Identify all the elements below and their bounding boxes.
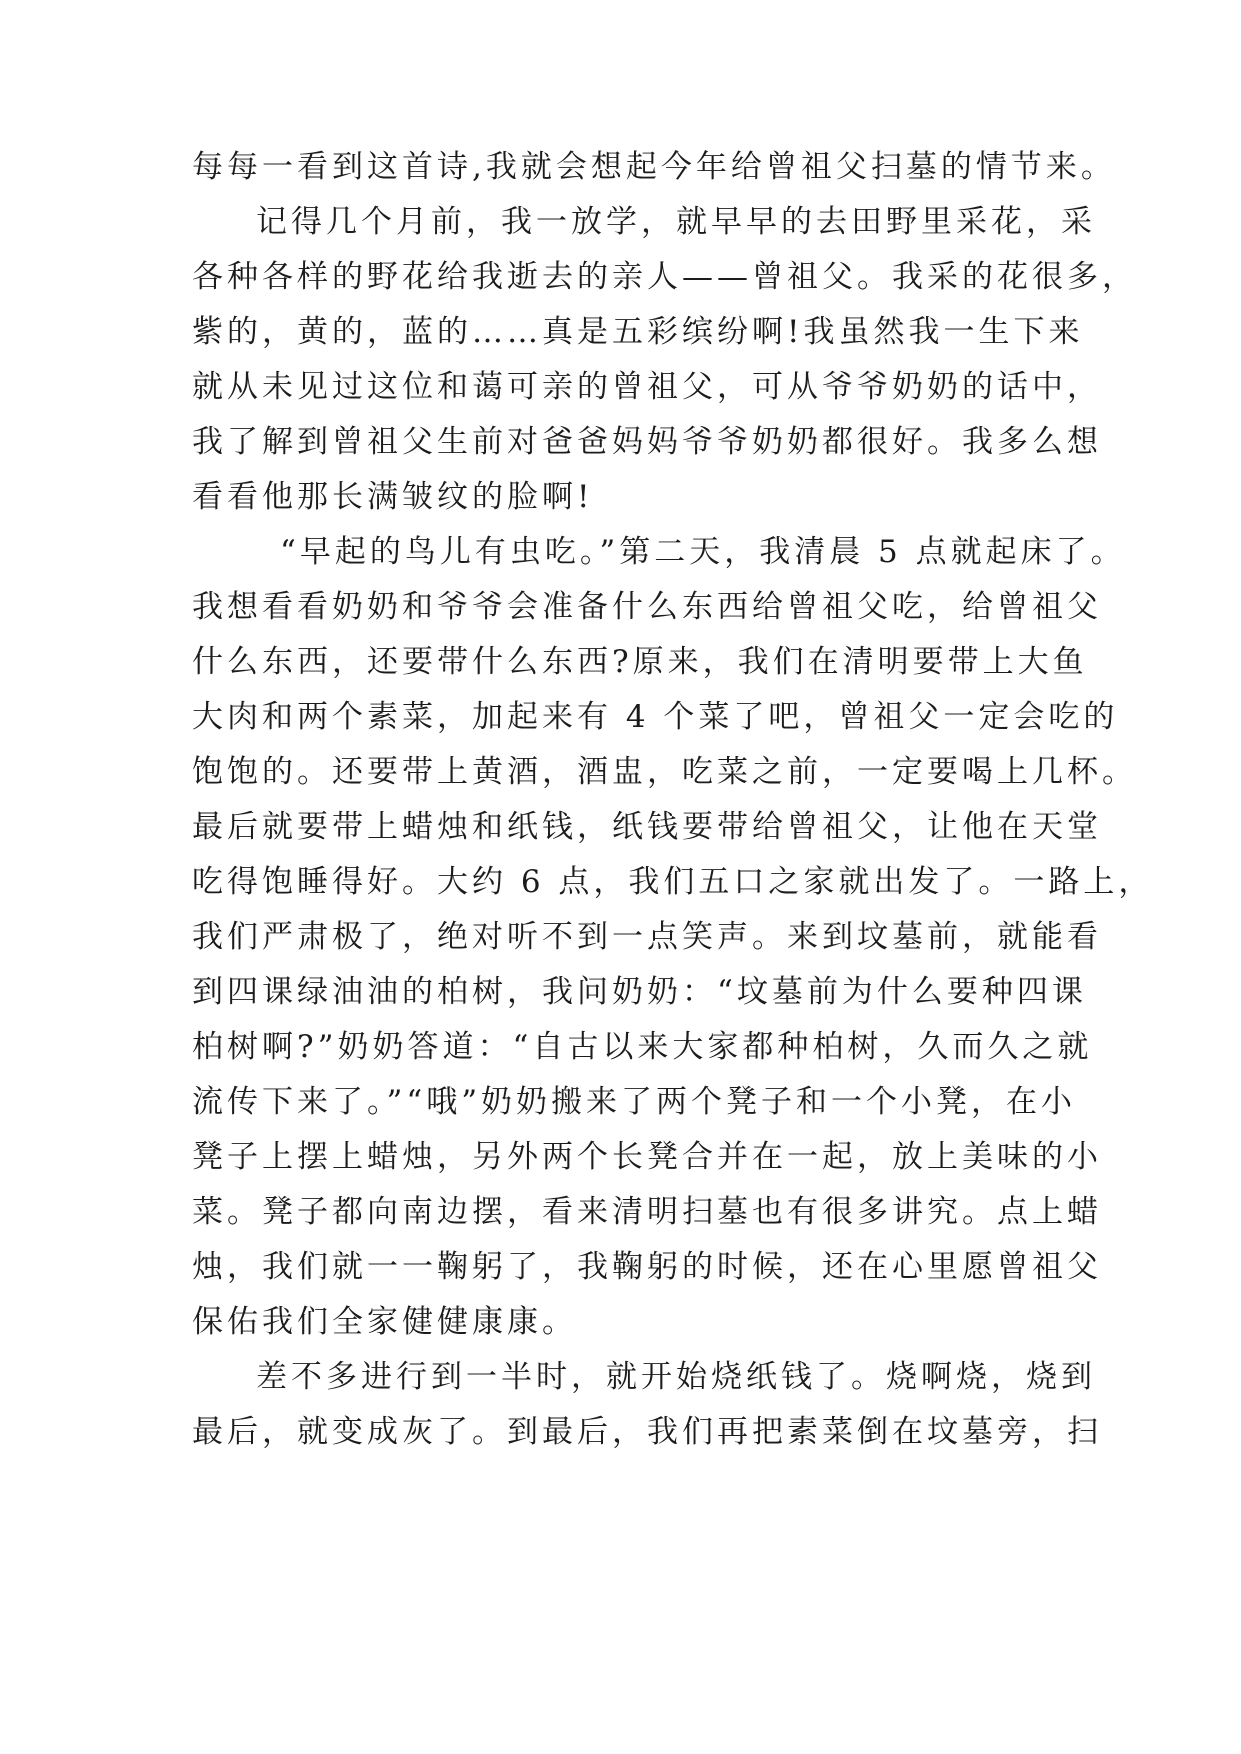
text-line: 就从未见过这位和蔼可亲的曾祖父，可从爷爷奶奶的话中， xyxy=(192,369,1102,405)
text-line: 我想看看奶奶和爷爷会准备什么东西给曾祖父吃，给曾祖父 xyxy=(192,589,1102,625)
text-line: 到四课绿油油的柏树，我问奶奶：“坟墓前为什么要种四课 xyxy=(192,974,1087,1010)
text-line: 看看他那长满皱纹的脸啊! xyxy=(192,479,594,515)
paragraph-start-line: “早起的鸟儿有虫吃。”第二天，我清晨 5 点就起床了。 xyxy=(280,534,1126,570)
text-line: 什么东西，还要带什么东西?原来，我们在清明要带上大鱼 xyxy=(192,644,1088,680)
text-line: 吃得饱睡得好。大约 6 点，我们五口之家就出发了。一路上， xyxy=(192,864,1154,900)
text-line: 流传下来了。”“哦”奶奶搬来了两个凳子和一个小凳，在小 xyxy=(192,1084,1077,1120)
text-line: 紫的，黄的，蓝的……真是五彩缤纷啊!我虽然我一生下来 xyxy=(192,314,1084,350)
text-line: 我了解到曾祖父生前对爸爸妈妈爷爷奶奶都很好。我多么想 xyxy=(192,424,1102,460)
text-line: 最后就要带上蜡烛和纸钱，纸钱要带给曾祖父，让他在天堂 xyxy=(192,809,1102,845)
text-line: 柏树啊?”奶奶答道：“自古以来大家都种柏树，久而久之就 xyxy=(192,1029,1093,1065)
text-line: 烛，我们就一一鞠躬了，我鞠躬的时候，还在心里愿曾祖父 xyxy=(192,1249,1102,1285)
text-line: 保佑我们全家健健康康。 xyxy=(192,1304,577,1340)
text-line: 每每一看到这首诗,我就会想起今年给曾祖父扫墓的情节来。 xyxy=(192,149,1116,185)
text-line: 大肉和两个素菜，加起来有 4 个菜了吧，曾祖父一定会吃的 xyxy=(192,699,1119,735)
paragraph-start-line: 记得几个月前，我一放学，就早早的去田野里采花，采 xyxy=(256,204,1096,240)
text-line: 饱饱的。还要带上黄酒，酒盅，吃菜之前，一定要喝上几杯。 xyxy=(192,754,1137,790)
text-line: 凳子上摆上蜡烛，另外两个长凳合并在一起，放上美味的小 xyxy=(192,1139,1102,1175)
text-line: 菜。凳子都向南边摆，看来清明扫墓也有很多讲究。点上蜡 xyxy=(192,1194,1102,1230)
text-line: 我们严肃极了，绝对听不到一点笑声。来到坟墓前，就能看 xyxy=(192,919,1102,955)
text-line: 各种各样的野花给我逝去的亲人——曾祖父。我采的花很多， xyxy=(192,259,1137,295)
text-line: 最后，就变成灰了。到最后，我们再把素菜倒在坟墓旁，扫 xyxy=(192,1414,1102,1450)
paragraph-start-line: 差不多进行到一半时，就开始烧纸钱了。烧啊烧，烧到 xyxy=(256,1359,1096,1395)
